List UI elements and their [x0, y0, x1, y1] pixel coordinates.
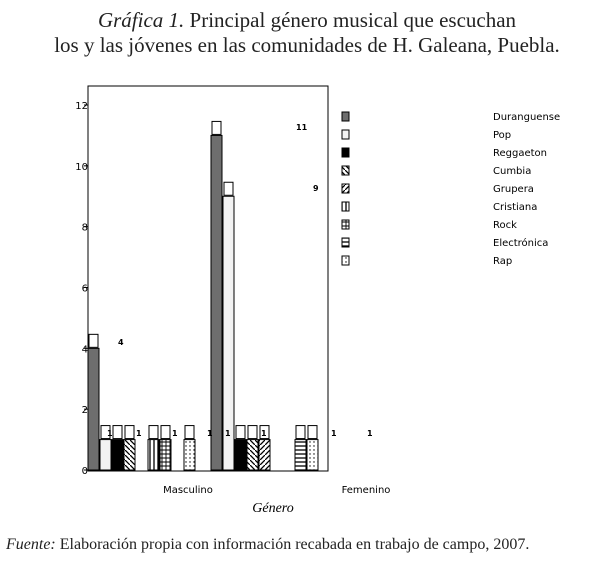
bar-cap: [113, 426, 122, 439]
title-line1: Principal género musical que escuchan: [189, 8, 517, 32]
bar-cap: [185, 426, 194, 439]
y-tick-label: 10: [75, 161, 88, 173]
bar-cap: [212, 121, 221, 134]
bar-cap: [149, 426, 158, 439]
legend-swatch: [342, 112, 349, 121]
legend-swatch: [342, 220, 349, 229]
bar-dark-masculino: [88, 348, 99, 470]
bar-dark-femenino: [211, 135, 222, 470]
source-text: Elaboración propia con información recabada en trabajo de campo, 2007.: [59, 536, 530, 553]
y-tick-label: 0: [81, 466, 88, 477]
bars: [88, 121, 318, 470]
legend-swatch: [342, 184, 349, 193]
bar-dots-femenino: [307, 440, 318, 470]
bar-horiz-femenino: [295, 440, 306, 470]
legend-item-label: Electrónica: [493, 238, 549, 249]
bar-black-masculino: [112, 440, 123, 470]
bar-light-masculino: [100, 440, 111, 470]
bar-cap: [308, 426, 317, 439]
legend-item-label: Grupera: [493, 184, 534, 195]
legend-swatch: [342, 166, 349, 175]
data-label: 1: [261, 429, 267, 438]
data-label: 1: [172, 429, 178, 438]
source-note: [6, 536, 612, 554]
y-tick-label: 2: [81, 405, 88, 417]
bar-cap: [296, 426, 305, 439]
y-tick-label: 8: [81, 222, 88, 234]
plot-frame: [88, 86, 328, 471]
legend-item-label: Pop: [493, 130, 512, 141]
legend-item-label: Duranguense: [493, 112, 561, 123]
legend-item-label: Rap: [493, 256, 513, 267]
legend-swatch: [342, 202, 349, 211]
bar-black-femenino: [235, 440, 246, 470]
bar-dots-masculino: [184, 440, 195, 470]
y-tick-label: 6: [81, 283, 88, 295]
data-label: 1: [207, 429, 213, 438]
data-label: 1: [367, 429, 373, 438]
data-label: 1: [331, 429, 337, 438]
bar-cap: [161, 426, 170, 439]
x-category-femenino: Femenino: [341, 485, 391, 496]
y-tick-label: 4: [81, 344, 88, 356]
legend-swatch: [342, 256, 349, 265]
y-tick-label: 12: [75, 101, 88, 112]
data-label: 1: [136, 429, 142, 438]
data-label: 1: [107, 429, 113, 438]
legend-item-label: Rock: [493, 220, 517, 231]
legend-item-label: Cumbia: [493, 166, 532, 177]
bar-cap: [236, 426, 245, 439]
data-label: 9: [313, 184, 319, 193]
data-label: 11: [296, 123, 308, 132]
x-axis-label: Género: [252, 501, 294, 516]
bar-cap: [224, 182, 233, 195]
bar-cap: [248, 426, 257, 439]
data-label: 4: [118, 338, 124, 347]
title-line2: los y las jóvenes en las comunidades de H. Galeana, Puebla.: [54, 33, 560, 57]
bar-cap: [125, 426, 134, 439]
legend-item-label: Reggaeton: [493, 148, 548, 159]
bar-diag-back-masculino: [124, 440, 135, 470]
legend-item-label: Cristiana: [493, 202, 538, 213]
bar-grid-masculino: [160, 440, 171, 470]
bar-diag-femenino: [259, 440, 270, 470]
y-axis: [75, 101, 88, 477]
data-label: 1: [225, 429, 231, 438]
legend: [342, 112, 560, 267]
x-category-masculino: Masculino: [163, 485, 213, 496]
bar-cap: [89, 334, 98, 347]
title-prefix: Gráfica 1.: [97, 8, 185, 32]
legend-swatch: [342, 238, 349, 247]
legend-swatch: [342, 130, 349, 139]
source-label: Fuente:: [6, 536, 56, 553]
data-labels: [107, 123, 373, 438]
legend-swatch: [342, 148, 349, 157]
bar-vert-masculino: [148, 440, 159, 470]
bar-diag-back-femenino: [247, 440, 258, 470]
